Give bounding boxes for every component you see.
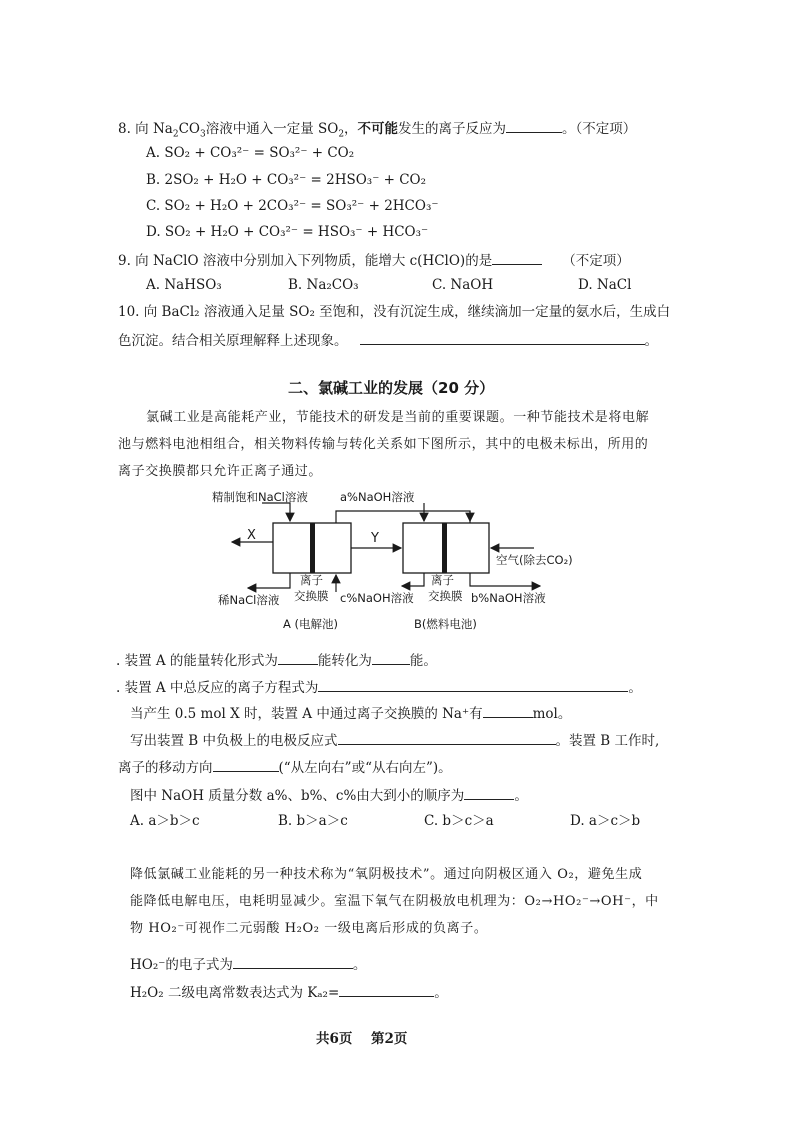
device-b-membrane [442, 523, 447, 573]
intro-line2: 池与燃料电池相组合，相关物料传输与转化关系如下图所示，其中的电极未标出，所用的 [118, 437, 649, 452]
naoh-c-outlet-arrow [402, 573, 424, 586]
q9-answer-blank[interactable] [492, 250, 542, 265]
qs-line5: 离子的移动方向 (“从左向右”或“从右向左”)。 [118, 757, 452, 777]
qs-line1: . 装置 A 的能量转化形式为 能转化为 能。 [116, 650, 437, 670]
qs-line2: . 装置 A 中总反应的离子方程式为 。 [116, 677, 642, 697]
qs-option-b: B. b＞a＞c [278, 813, 348, 829]
ionic-equation-blank[interactable] [318, 677, 628, 692]
caption-device-b: B(燃料电池) [414, 617, 477, 631]
q9-option-d: D. NaCl [578, 277, 632, 293]
qs-line4: 写出装置 B 中负极上的电极反应式 。装置 B 工作时, [130, 730, 659, 750]
q10-line2: 色沉淀。结合相关原理解释上述现象。 。 [118, 330, 658, 350]
footer-total-pages: 共6页 [316, 1031, 353, 1047]
para2-q-electron-formula: HO₂⁻的电子式为 。 [130, 954, 366, 974]
device-a-membrane [310, 523, 315, 573]
negative-electrode-blank[interactable] [338, 730, 556, 745]
energy-to-blank[interactable] [372, 650, 410, 665]
q9-option-c: C. NaOH [432, 277, 494, 293]
order-blank[interactable] [464, 785, 514, 800]
q8-answer-blank[interactable] [506, 118, 562, 133]
q8-option-c: C. SO₂ + H₂O + 2CO₃²⁻ = SO₃²⁻ + 2HCO₃⁻ [146, 198, 439, 214]
label-membrane-a1: 离子 [300, 573, 323, 587]
q10-answer-blank[interactable] [360, 330, 645, 345]
q9-option-a: A. NaHSO₃ [146, 277, 222, 293]
label-membrane-b2: 交换膜 [428, 589, 463, 603]
q8-emphasis: 不可能 [357, 121, 399, 137]
na-mol-blank[interactable] [483, 703, 533, 718]
label-naoh-c: c%NaOH溶液 [340, 591, 414, 605]
q8-stem: 8. 向 $Na_2CO_3$溶液中通入一定量 $SO_2$，不可能发生的离子反应为 。（不定项） [118, 118, 636, 138]
ion-direction-blank[interactable] [213, 757, 279, 772]
caption-device-a: A (电解池) [283, 617, 338, 631]
ka2-expression-blank[interactable] [339, 982, 434, 997]
chlor-alkali-diagram [0, 480, 794, 640]
q9-stem: 9. 向 NaClO 溶液中分别加入下列物质，能增大 c(HClO)的是 （不定项） [118, 250, 630, 270]
q8-option-d: D. SO₂ + H₂O + CO₃²⁻ = HSO₃⁻ + HCO₃⁻ [146, 224, 429, 240]
intro-line1: 氯碱工业是高能耗产业，节能技术的研发是当前的重要课题。一种节能技术是将电解 [146, 410, 650, 425]
label-membrane-a2: 交换膜 [294, 589, 329, 603]
para2-line3: 物 HO₂⁻可视作二元弱酸 H₂O₂ 一级电离后形成的负离子。 [130, 921, 488, 936]
label-naoh-a: a%NaOH溶液 [340, 490, 415, 504]
nacl-inlet-arrow [262, 503, 290, 521]
q9-option-b: B. Na₂CO₃ [288, 277, 359, 293]
para2-line1: 降低氯碱工业能耗的另一种技术称为“氧阴极技术”。通过向阴极区通入 O₂，避免生成 [130, 867, 643, 882]
para2-q-ka2: H₂O₂ 二级电离常数表达式为 Kₐ₂= 。 [130, 982, 448, 1002]
label-y: Y [371, 531, 379, 546]
q8-option-a: A. SO₂ + CO₃²⁻ = SO₃²⁻ + CO₂ [146, 145, 355, 161]
qs-line6: 图中 NaOH 质量分数 a%、b%、c%由大到小的顺序为 。 [130, 785, 528, 805]
q8-option-b: B. 2SO₂ + H₂O + CO₃²⁻ = 2HSO₃⁻ + CO₂ [146, 172, 427, 188]
qs-option-d: D. a＞c＞b [570, 813, 641, 829]
qs-option-c: C. b＞c＞a [424, 813, 494, 829]
para2-line2: 能降低电解电压，电耗明显减少。室温下氧气在阴极放电机理为：O₂→HO₂⁻→OH⁻，中 [130, 894, 659, 909]
qs-line3: 当产生 0.5 mol X 时，装置 A 中通过离子交换膜的 Na⁺有 mol。 [130, 703, 571, 723]
label-dilute-nacl: 稀NaCl溶液 [218, 593, 280, 607]
footer-page-number: 第2页 [371, 1031, 408, 1047]
energy-from-blank[interactable] [278, 650, 318, 665]
naoh-a-feed-line [336, 511, 470, 523]
section-title: 二、氯碱工业的发展（20 分） [288, 379, 495, 397]
dilute-nacl-outlet-arrow [248, 573, 290, 588]
label-air: 空气(除去CO₂) [496, 553, 573, 567]
naoh-b-outlet-arrow [470, 573, 540, 586]
label-x: X [247, 528, 256, 543]
qs-option-a: A. a＞b＞c [130, 813, 200, 829]
label-naoh-b: b%NaOH溶液 [471, 591, 546, 605]
label-nacl-feed: 精制饱和NaCl溶液 [212, 490, 308, 504]
label-membrane-b1: 离子 [431, 573, 454, 587]
intro-line3: 离子交换膜都只允许正离子通过。 [118, 464, 323, 479]
electron-formula-blank[interactable] [233, 954, 353, 969]
q10-line1: 10. 向 BaCl₂ 溶液通入足量 SO₂ 至饱和，没有沉淀生成，继续滴加一定量的氨水后，生成白 [118, 304, 671, 320]
